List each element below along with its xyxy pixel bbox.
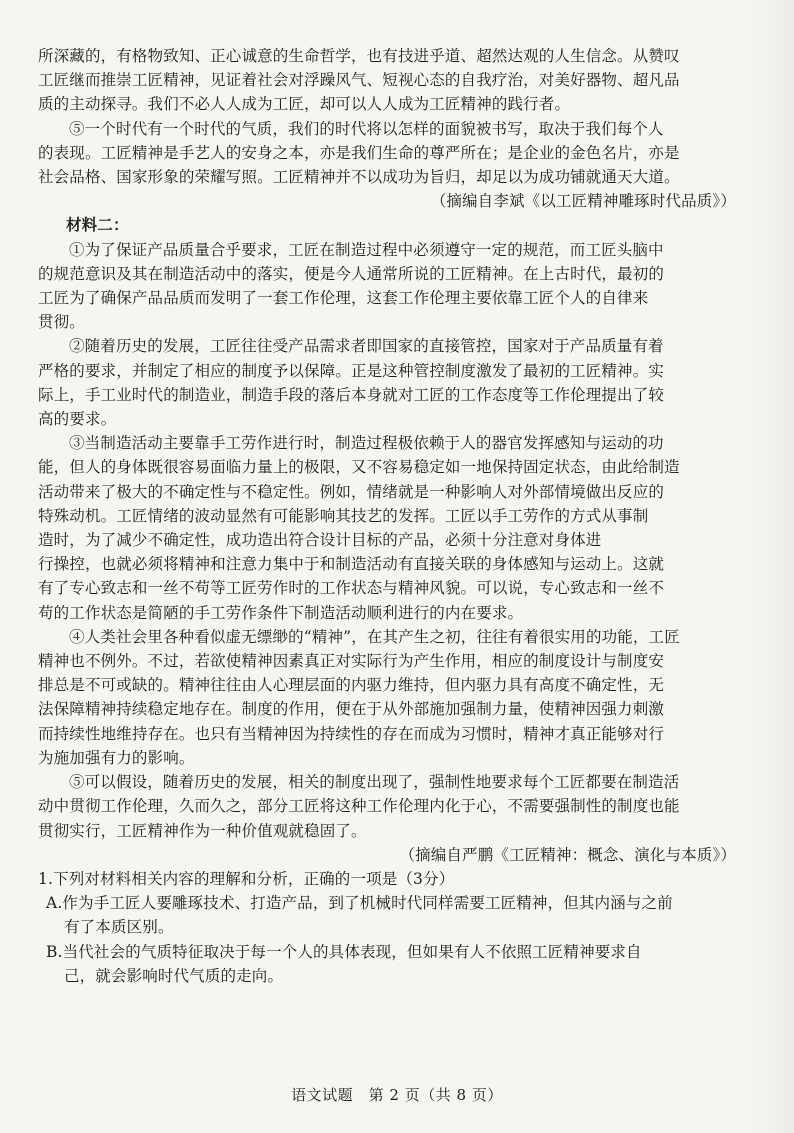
material2-paragraph-4 xyxy=(38,625,744,770)
page-footer: 语文试题 第 2 页（共 8 页） xyxy=(291,1086,503,1104)
text-line: 活动带来了极大的不确定性与不稳定性。例如，情绪就是一种影响人对外部情境做出反应的 xyxy=(38,482,665,501)
material2-paragraph-5 xyxy=(38,770,744,843)
option-a-line: 有了本质区别。 xyxy=(64,918,174,937)
text-line: 动中贯彻工作伦理，久而久之，部分工匠将这种工作伦理内化于心，不需要强制性的制度也能 xyxy=(38,797,680,816)
text-line: 法保障精神持续稳定地存在。制度的作用，便在于从外部施加强制力量，使精神因强力刺激 xyxy=(38,700,665,719)
text-line: 苟的工作状态是简陋的手工劳作条件下制造活动顺利进行的内在要求。 xyxy=(38,603,524,622)
text-line: ①为了保证产品质量合乎要求，工匠在制造过程中必须遵守一定的规范，而工匠头脑中 xyxy=(69,240,664,259)
material1-source: （摘编自李斌《以工匠精神雕琢时代品质》） xyxy=(430,192,736,211)
question-1-stem: 1.下列对材料相关内容的理解和分析，正确的一项是（3分） xyxy=(38,869,455,888)
material2-paragraph-2 xyxy=(38,334,744,431)
text-line: 排总是不可或缺的。精神往往由人心理层面的内驱力维持，但内驱力具有高度不确定性，无 xyxy=(38,676,665,695)
text-line: 有了专心致志和一丝不苟等工匠劳作时的工作状态与精神风貌。可以说，专心致志和一丝不 xyxy=(38,579,665,598)
text-line: 质的主动探寻。我们不必人人成为工匠，却可以人人成为工匠精神的践行者。 xyxy=(38,95,571,114)
text-line: 特殊动机。工匠情绪的波动显然有可能影响其技艺的发挥。工匠以手工劳作的方式从事制 xyxy=(38,506,649,525)
option-a xyxy=(38,891,744,939)
text-line: ②随着历史的发展，工匠往往受产品需求者即国家的直接管控，国家对于产品质量有着 xyxy=(69,337,664,356)
text-line: ⑤可以假设，随着历史的发展，相关的制度出现了，强制性地要求每个工匠都要在制造活 xyxy=(69,773,680,792)
text-line: 贯彻。 xyxy=(38,313,85,332)
material1-tail-paragraph xyxy=(38,44,744,117)
material2-source: （摘编自严鹏《工匠精神：概念、演化与本质》） xyxy=(399,845,736,864)
text-line: 社会品格、国家形象的荣耀写照。工匠精神并不以成功为旨归，却足以为成功铺就通天大道。 xyxy=(38,168,680,187)
text-line: 而持续性地维持存在。也只有当精神因为持续性的存在而成为习惯时，精神才真正能够对行 xyxy=(38,724,665,743)
material2-heading: 材料二： xyxy=(66,215,129,235)
text-line: 行操控，也就必须将精神和注意力集中于和制造活动有直接关联的身体感知与运动上。这就 xyxy=(38,555,665,574)
material2-paragraph-1 xyxy=(38,238,744,335)
material2-paragraph-3 xyxy=(38,431,744,625)
text-line: 的表现。工匠精神是手艺人的安身之本，亦是我们生命的尊严所在；是企业的金色名片，亦是 xyxy=(38,143,680,162)
text-line: 精神也不例外。不过，若欲使精神因素真正对实际行为产生作用，相应的制度设计与制度安 xyxy=(38,652,665,671)
text-line: 造时，为了减少不确定性，成功造出符合设计目标的产品，必须十分注意对身体进 xyxy=(38,531,602,550)
option-b xyxy=(38,940,744,988)
text-line: 的规范意识及其在制造活动中的落实，便是今人通常所说的工匠精神。在上古时代，最初的 xyxy=(38,264,665,283)
text-line: 严格的要求，并制定了相应的制度予以保障。正是这种管控制度激发了最初的工匠精神。实 xyxy=(38,361,665,380)
text-line: 际上，手工业时代的制造业，制造手段的落后本身就对工匠的工作态度等工作伦理提出了较 xyxy=(38,385,665,404)
text-line: 高的要求。 xyxy=(38,410,117,429)
text-line: 能，但人的身体既很容易面临力量上的极限，又不容易稳定如一地保持固定状态，由此给制造 xyxy=(38,458,680,477)
text-line: ④人类社会里各种看似虚无缥缈的“精神”，在其产生之初，往往有着很实用的功能，工匠 xyxy=(69,627,680,646)
text-line: 工匠继而推崇工匠精神，见证着社会对浮躁风气、短视心态的自我疗治，对美好器物、超凡品 xyxy=(38,71,680,90)
text-line: ⑤一个时代有一个时代的气质，我们的时代将以怎样的面貌被书写，取决于我们每个人 xyxy=(69,119,664,138)
text-line: 贯彻实行，工匠精神作为一种价值观就稳固了。 xyxy=(38,821,367,840)
option-a-line: A.作为手工匠人要雕琢技术、打造产品，到了机械时代同样需要工匠精神，但其内涵与之前 xyxy=(46,894,673,913)
text-line: 工匠为了确保产品品质而发明了一套工作伦理，这套工作伦理主要依靠工匠个人的自律来 xyxy=(38,289,649,308)
text-line: ③当制造活动主要靠手工劳作进行时，制造过程极依赖于人的器官发挥感知与运动的功 xyxy=(69,434,664,453)
option-b-line: B.当代社会的气质特征取决于每一个人的具体表现，但如果有人不依照工匠精神要求自 xyxy=(46,942,642,961)
option-b-line: 己，就会影响时代气质的走向。 xyxy=(64,966,284,985)
scan-edge-shadow xyxy=(748,0,794,1133)
text-line: 所深藏的，有格物致知、正心诚意的生命哲学，也有技进乎道、超然达观的人生信念。从赞叹 xyxy=(38,47,680,65)
text-line: 为施加强有力的影响。 xyxy=(38,748,195,767)
material1-paragraph-5 xyxy=(38,117,744,190)
